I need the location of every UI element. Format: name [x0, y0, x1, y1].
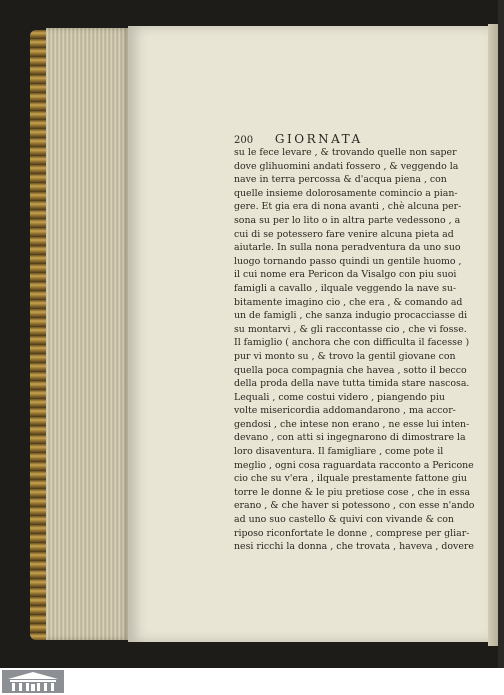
text-line: dove glihuomini andati fossero , & veggendo la [234, 160, 459, 172]
text-line: ad uno suo castello & quivi con vivande & con [234, 514, 454, 526]
text-line: della proda della nave tutta timida stare nascosa. [234, 378, 470, 390]
text-line: il cui nome era Pericon da Visalgo con piu suoi [234, 269, 457, 281]
text-line: luogo tornando passo quindi un gentile huomo , [234, 255, 462, 267]
background-strip [498, 0, 504, 668]
library-logo [2, 670, 64, 693]
text-line: cui di se potessero fare venire alcuna pieta ad [234, 228, 454, 240]
text-line: pur vi monto su , & trovo la gentil giovane con [234, 350, 456, 362]
text-line: su le fece levare , & trovando quelle non saper [234, 147, 457, 158]
running-head: GIORNATA [274, 132, 363, 146]
footer-bar [0, 668, 504, 695]
page-text [234, 146, 475, 554]
text-line: bitamente imagino cio , che era , & comando ad [234, 296, 463, 308]
text-line: Il famiglio ( anchora che con difficulta il facesse ) [234, 337, 470, 349]
text-line: meglio , ogni cosa raguardata racconto a Pericone [234, 459, 474, 471]
page-header [234, 132, 434, 146]
text-line: devano , con atti si ingegnarono di dimostrare la [234, 432, 466, 444]
text-line: nesi ricchi la donna , che trovata , haveva , dovere [234, 541, 474, 553]
text-line: quelle insieme dolorosamente comincio a pian- [234, 187, 458, 199]
text-line: riposo riconfortate le donne , comprese per gliar- [234, 527, 470, 539]
page-edges [46, 28, 130, 640]
text-line: erano , & che haver si potessono , con esse n'ando [234, 500, 475, 512]
text-line: torre le donne & le piu pretiose cose , che in essa [234, 486, 471, 498]
text-line: volte misericordia addomandarono , ma accor- [234, 405, 456, 417]
text-line: gere. Et gia era di nona avanti , chè alcuna per- [234, 201, 462, 213]
text-line: aiutarle. In sulla nona peradventura da uno suo [234, 242, 461, 254]
text-line: cio che su v'era , ilquale prestamente fattone giu [234, 473, 467, 485]
text-line: loro disaventura. Il famigliare , come pote il [234, 446, 444, 458]
text-line: gendosi , che intese non erano , ne esse lui inten- [234, 418, 470, 430]
text-line: su montarvi , & gli raccontasse cio , che vi fosse. [234, 323, 467, 335]
text-line: Lequali , come costui videro , piangendo piu [234, 391, 445, 403]
text-line: un de famigli , che sanza indugio procacciasse di [234, 310, 468, 322]
text-line: quella poca compagnia che havea , sotto il becco [234, 364, 467, 376]
text-line: famigli a cavallo , ilquale veggendo la nave su- [234, 282, 457, 294]
text-line: nave in terra percossa & d'acqua piena , con [234, 174, 447, 186]
text-line: sona su per lo lito o in altra parte vedessono , a [234, 214, 461, 226]
right-page-edge [488, 24, 498, 646]
building-icon [2, 670, 64, 693]
page-number: 200 [234, 135, 254, 146]
